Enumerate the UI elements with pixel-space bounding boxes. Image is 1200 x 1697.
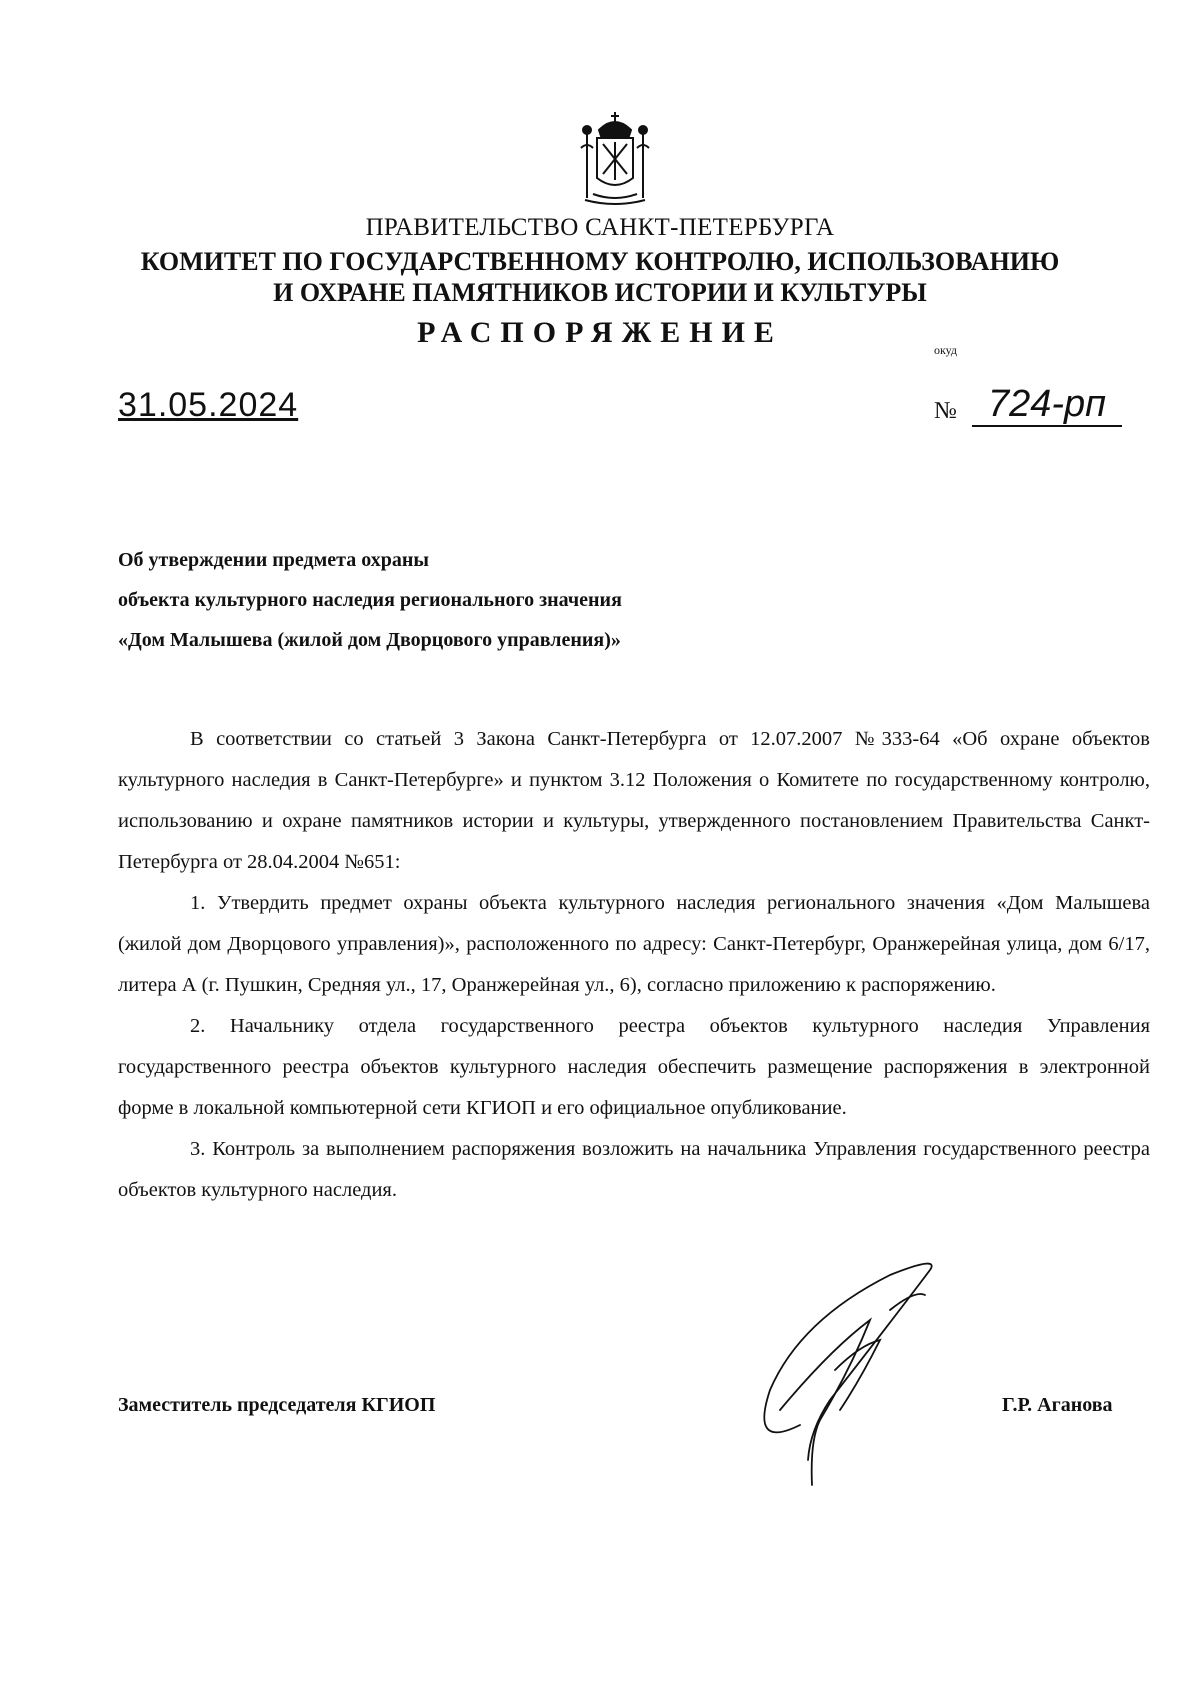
subject-line-1: Об утверждении предмета охраны	[118, 549, 429, 571]
body-paragraph-preamble: В соответствии со статьей 3 Закона Санкт-Петербурга от 12.07.2007 №333-64 «Об охране объектов культурного наследия в Санкт-Петербурге» и пунктом 3.12 Положения о Комитете по государственному контролю, использованию и охране памятников истории и культуры, утвержденного постановлением Правительства Санкт-Петербурга от 28.04.2004 №651:	[118, 728, 1150, 873]
saint-petersburg-emblem-icon	[575, 108, 655, 210]
document-date: 31.05.2024	[118, 386, 299, 424]
signatory-position: Заместитель председателя КГИОП	[118, 1394, 436, 1416]
okud-label: окуд	[934, 343, 958, 357]
document-number: 724-рп	[972, 383, 1122, 427]
document-body	[118, 719, 1150, 1211]
number-label: №	[934, 398, 957, 424]
handwritten-signature-icon	[740, 1250, 970, 1490]
subject-line-2: объекта культурного наследия регионального значения	[118, 589, 622, 611]
subject-line-3: «Дом Малышева (жилой дом Дворцового управления)»	[118, 629, 621, 651]
body-paragraph-1: 1. Утвердить предмет охраны объекта культурного наследия регионального значения «Дом Малышева (жилой дом Дворцового управления)», расположенного по адресу: Санкт-Петербург, Оранжерейная улица, дом 6/17, литера А (г. Пушкин, Средняя ул., 17, Оранжерейная ул., 6), согласно приложению к распоряжению.	[118, 892, 1150, 996]
signatory-name: Г.Р. Аганова	[1002, 1394, 1113, 1416]
committee-title-line-1: КОМИТЕТ ПО ГОСУДАРСТВЕННОМУ КОНТРОЛЮ, ИСПОЛЬЗОВАНИЮ	[140, 247, 1060, 276]
document-subject	[118, 540, 622, 660]
body-paragraph-2: 2. Начальнику отдела государственного реестра объектов культурного наследия Управления государственного реестра объектов культурного наследия обеспечить размещение распоряжения в электронной форме в локальной компьютерной сети КГИОП и его официальное опубликование.	[118, 1015, 1150, 1119]
government-title: ПРАВИТЕЛЬСТВО САНКТ-ПЕТЕРБУРГА	[365, 214, 835, 241]
committee-title	[0, 246, 1200, 308]
document-type-title: РАСПОРЯЖЕНИЕ	[417, 316, 783, 349]
committee-title-line-2: И ОХРАНЕ ПАМЯТНИКОВ ИСТОРИИ И КУЛЬТУРЫ	[273, 278, 927, 307]
body-paragraph-3: 3. Контроль за выполнением распоряжения возложить на начальника Управления государственного реестра объектов культурного наследия.	[118, 1138, 1150, 1201]
